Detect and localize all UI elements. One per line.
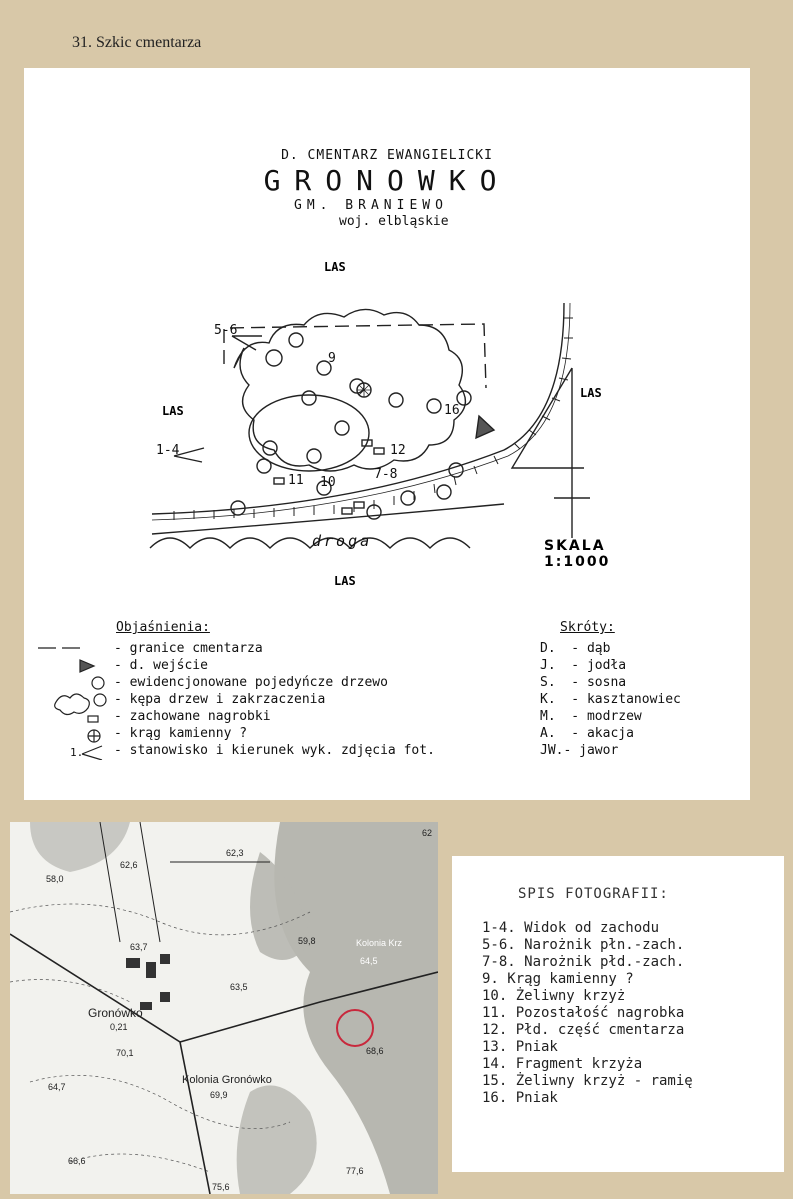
road-label: droga [312, 532, 373, 550]
map-label: 62 [422, 828, 433, 838]
sketch-sheet [24, 68, 750, 800]
legend-item: - granice cmentarza [114, 641, 263, 656]
abbreviation-item: K. - kasztanowiec [540, 692, 681, 707]
legend-clump-symbol [55, 694, 90, 715]
photo-list-item: 13. Pniak [482, 1039, 558, 1055]
road-edge-bottom [150, 538, 470, 548]
legend-photo-arrow-symbol [82, 746, 102, 760]
map-label: 64,7 [48, 1082, 66, 1092]
topographic-map [10, 822, 438, 1194]
abbreviation-item: J. - jodła [540, 658, 627, 673]
las-label-west: LAS [162, 404, 184, 418]
abbreviation-item: A. - akacja [540, 726, 634, 741]
map-label: 62,3 [226, 848, 244, 858]
photo-num-16: 16 [444, 403, 460, 418]
photo-num-9: 9 [328, 351, 336, 366]
legend-item: - ewidencjonowane pojedyńcze drzewo [114, 675, 388, 690]
north-arrow [512, 368, 584, 538]
legend-item: - kępa drzew i zakrzaczenia [114, 692, 326, 707]
scale-block [544, 538, 610, 570]
photo-list-item: 5-6. Narożnik płn.-zach. [482, 937, 685, 953]
map-label: 59,8 [298, 936, 316, 946]
photo-list-item: 14. Fragment krzyża [482, 1056, 643, 1072]
sketch-title-commune: GM. BRANIEWO [294, 198, 448, 213]
map-label-village: Gronówko [88, 1006, 143, 1020]
photo-list-item: 9. Krąg kamienny ? [482, 971, 634, 987]
legend-symbols [34, 640, 116, 760]
abbreviation-item: M. - modrzew [540, 709, 642, 724]
legend-tree-symbol [92, 677, 104, 689]
photo-list-item: 15. Żeliwny krzyż - ramię [482, 1073, 693, 1089]
map-label: 0,21 [110, 1022, 128, 1032]
road-main [10, 934, 210, 1194]
legend-item: - d. wejście [114, 658, 208, 673]
map-label: 66,6 [68, 1156, 86, 1166]
photo-num-7-8: 7-8 [374, 467, 398, 482]
photo-num-5-6: 5-6 [214, 323, 238, 338]
legend-item: - zachowane nagrobki [114, 709, 271, 724]
forest-area-south [237, 1085, 317, 1194]
map-label: 58,0 [46, 874, 64, 884]
photo-list-card [452, 856, 784, 1172]
photo-list [482, 920, 693, 1107]
photo-num-11: 11 [288, 473, 304, 488]
photo-list-title: SPIS FOTOGRAFII: [518, 886, 669, 902]
photo-num-10: 10 [320, 475, 336, 490]
cemetery-sketch-drawing [24, 68, 750, 608]
legend-item: - krąg kamienny ? [114, 726, 248, 741]
legend-entrance-symbol [80, 660, 94, 672]
map-label: 63,7 [130, 942, 148, 952]
entrance-triangle [476, 416, 494, 438]
las-label-north: LAS [324, 260, 346, 274]
photo-list-item: 12. Płd. część cmentarza [482, 1022, 685, 1038]
map-label: 70,1 [116, 1048, 134, 1058]
las-label-east: LAS [580, 386, 602, 400]
cemetery-boundary [224, 324, 486, 388]
abbreviations-list [540, 640, 681, 759]
legend-list [114, 640, 435, 759]
sketch-title-province: woj. elbląskie [339, 214, 449, 229]
map-label: 69,9 [210, 1090, 228, 1100]
legend-heading: Objaśnienia: [116, 620, 210, 635]
scale-value: 1:1000 [544, 554, 611, 570]
scale-label: SKALA [544, 538, 606, 554]
legend-item: - stanowisko i kierunek wyk. zdjęcia fot. [114, 743, 435, 758]
map-label-colony: Kolonia Gronówko [182, 1074, 272, 1086]
map-label: 64,5 [360, 956, 378, 966]
abbreviation-item: D. - dąb [540, 641, 611, 656]
photo-list-item: 1-4. Widok od zachodu [482, 920, 660, 936]
map-label: 75,6 [212, 1182, 230, 1192]
map-label: 63,5 [230, 982, 248, 992]
legend-gravestone-symbol [88, 716, 98, 722]
map-drawing [10, 822, 438, 1194]
photo-num-1-4: 1-4 [156, 443, 180, 458]
map-label: Kolonia Krz [356, 938, 403, 948]
abbreviations-heading: Skróty: [560, 620, 615, 635]
tree-clump-outline [234, 309, 465, 471]
map-label: 62,6 [120, 860, 138, 870]
photo-list-item: 7-8. Narożnik płd.-zach. [482, 954, 685, 970]
road-edge-top [152, 504, 504, 534]
sketch-title-line1: D. CMENTARZ EWANGIELICKI [281, 148, 493, 163]
sketch-title-name: GRONOWKO [263, 164, 511, 197]
photo-list-item: 11. Pozostałość nagrobka [482, 1005, 685, 1021]
svg-text:1.: 1. [70, 746, 84, 759]
photo-num-12: 12 [390, 443, 406, 458]
abbreviation-item: S. - sosna [540, 675, 627, 690]
page-heading: 31. Szkic cmentarza [72, 34, 202, 51]
las-label-south: LAS [334, 574, 356, 588]
abbreviation-item: JW.- jawor [540, 743, 619, 758]
map-label: 77,6 [346, 1166, 364, 1176]
map-label: 68,6 [366, 1046, 384, 1056]
photo-list-item: 16. Pniak [482, 1090, 558, 1106]
photo-list-item: 10. Żeliwny krzyż [482, 988, 626, 1004]
